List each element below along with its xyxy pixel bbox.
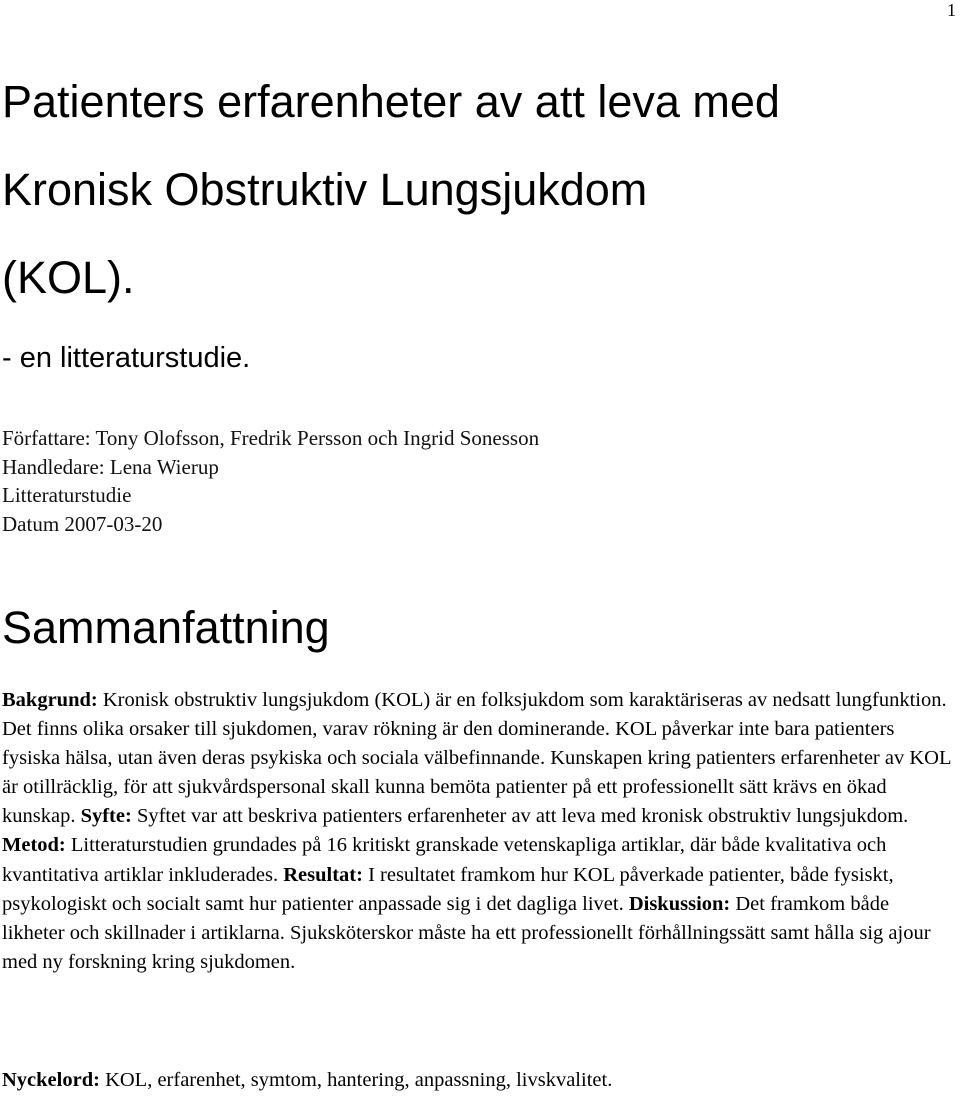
keywords bbox=[2, 1066, 612, 1095]
aim-label: Syfte: bbox=[80, 805, 132, 828]
authors: Författare: Tony Olofsson, Fredrik Persson och Ingrid Sonesson bbox=[2, 426, 540, 450]
title-line: (KOL). bbox=[2, 252, 135, 303]
document-meta bbox=[2, 424, 539, 538]
keywords-label: Nyckelord: bbox=[2, 1069, 100, 1091]
document-title bbox=[2, 58, 952, 322]
abstract-paragraph bbox=[2, 686, 954, 977]
title-line: Kronisk Obstruktiv Lungsjukdom bbox=[2, 164, 648, 215]
discussion-label: Diskussion: bbox=[628, 892, 731, 915]
method-text: Litteraturstudien grundades på 16 kritiskt granskade vetenskapliga artiklar, där både kvalitativa och kvantitativa artiklar inkluderades. bbox=[2, 834, 887, 886]
page-number: 1 bbox=[947, 0, 956, 20]
aim-text: Syftet var att beskriva patienters erfarenheter av att leva med kronisk obstruktiv lungsjukdom. bbox=[131, 805, 909, 828]
document-subtitle: - en litteraturstudie. bbox=[2, 342, 251, 374]
supervisor: Handledare: Lena Wierup bbox=[2, 454, 219, 479]
title-line: Patienters erfarenheter av att leva med bbox=[2, 76, 780, 127]
method-label: Metod: bbox=[2, 834, 66, 857]
background-text: Kronisk obstruktiv lungsjukdom (KOL) är en folksjukdom som karaktäriseras av nedsatt lungfunktion. Det finns olika orsaker till sjukdomen, varav rökning är den dominerande. KOL påverkar inte bara patienters fysiska hälsa, utan även deras psykiska och sociala välbefinnande. Kunskapen kring patienters erfarenheter av KOL är otillräcklig, för att sjukvårdspersonal skall kunna bemöta patienter på ett professionellt sätt krävs en ökad kunskap. bbox=[2, 689, 951, 828]
document-date: Datum 2007-03-20 bbox=[2, 511, 163, 536]
background-label: Bakgrund: bbox=[2, 689, 98, 711]
document-type: Litteraturstudie bbox=[2, 483, 132, 507]
results-label: Resultat: bbox=[283, 863, 363, 886]
summary-heading: Sammanfattning bbox=[2, 602, 330, 653]
results-text: I resultatet framkom hur KOL påverkade patienter, både fysiskt, psykologiskt och socialt samt hur patienter anpassade sig i det dagliga livet. bbox=[2, 863, 894, 915]
discussion-text: Det framkom både likheter och skillnader i artiklarna. Sjuksköterskor måste ha ett professionellt förhållningssätt samt hålla sig ajour med ny forskning kring sjukdomen. bbox=[2, 892, 931, 973]
keywords-text: KOL, erfarenhet, symtom, hantering, anpassning, livskvalitet. bbox=[99, 1069, 613, 1091]
